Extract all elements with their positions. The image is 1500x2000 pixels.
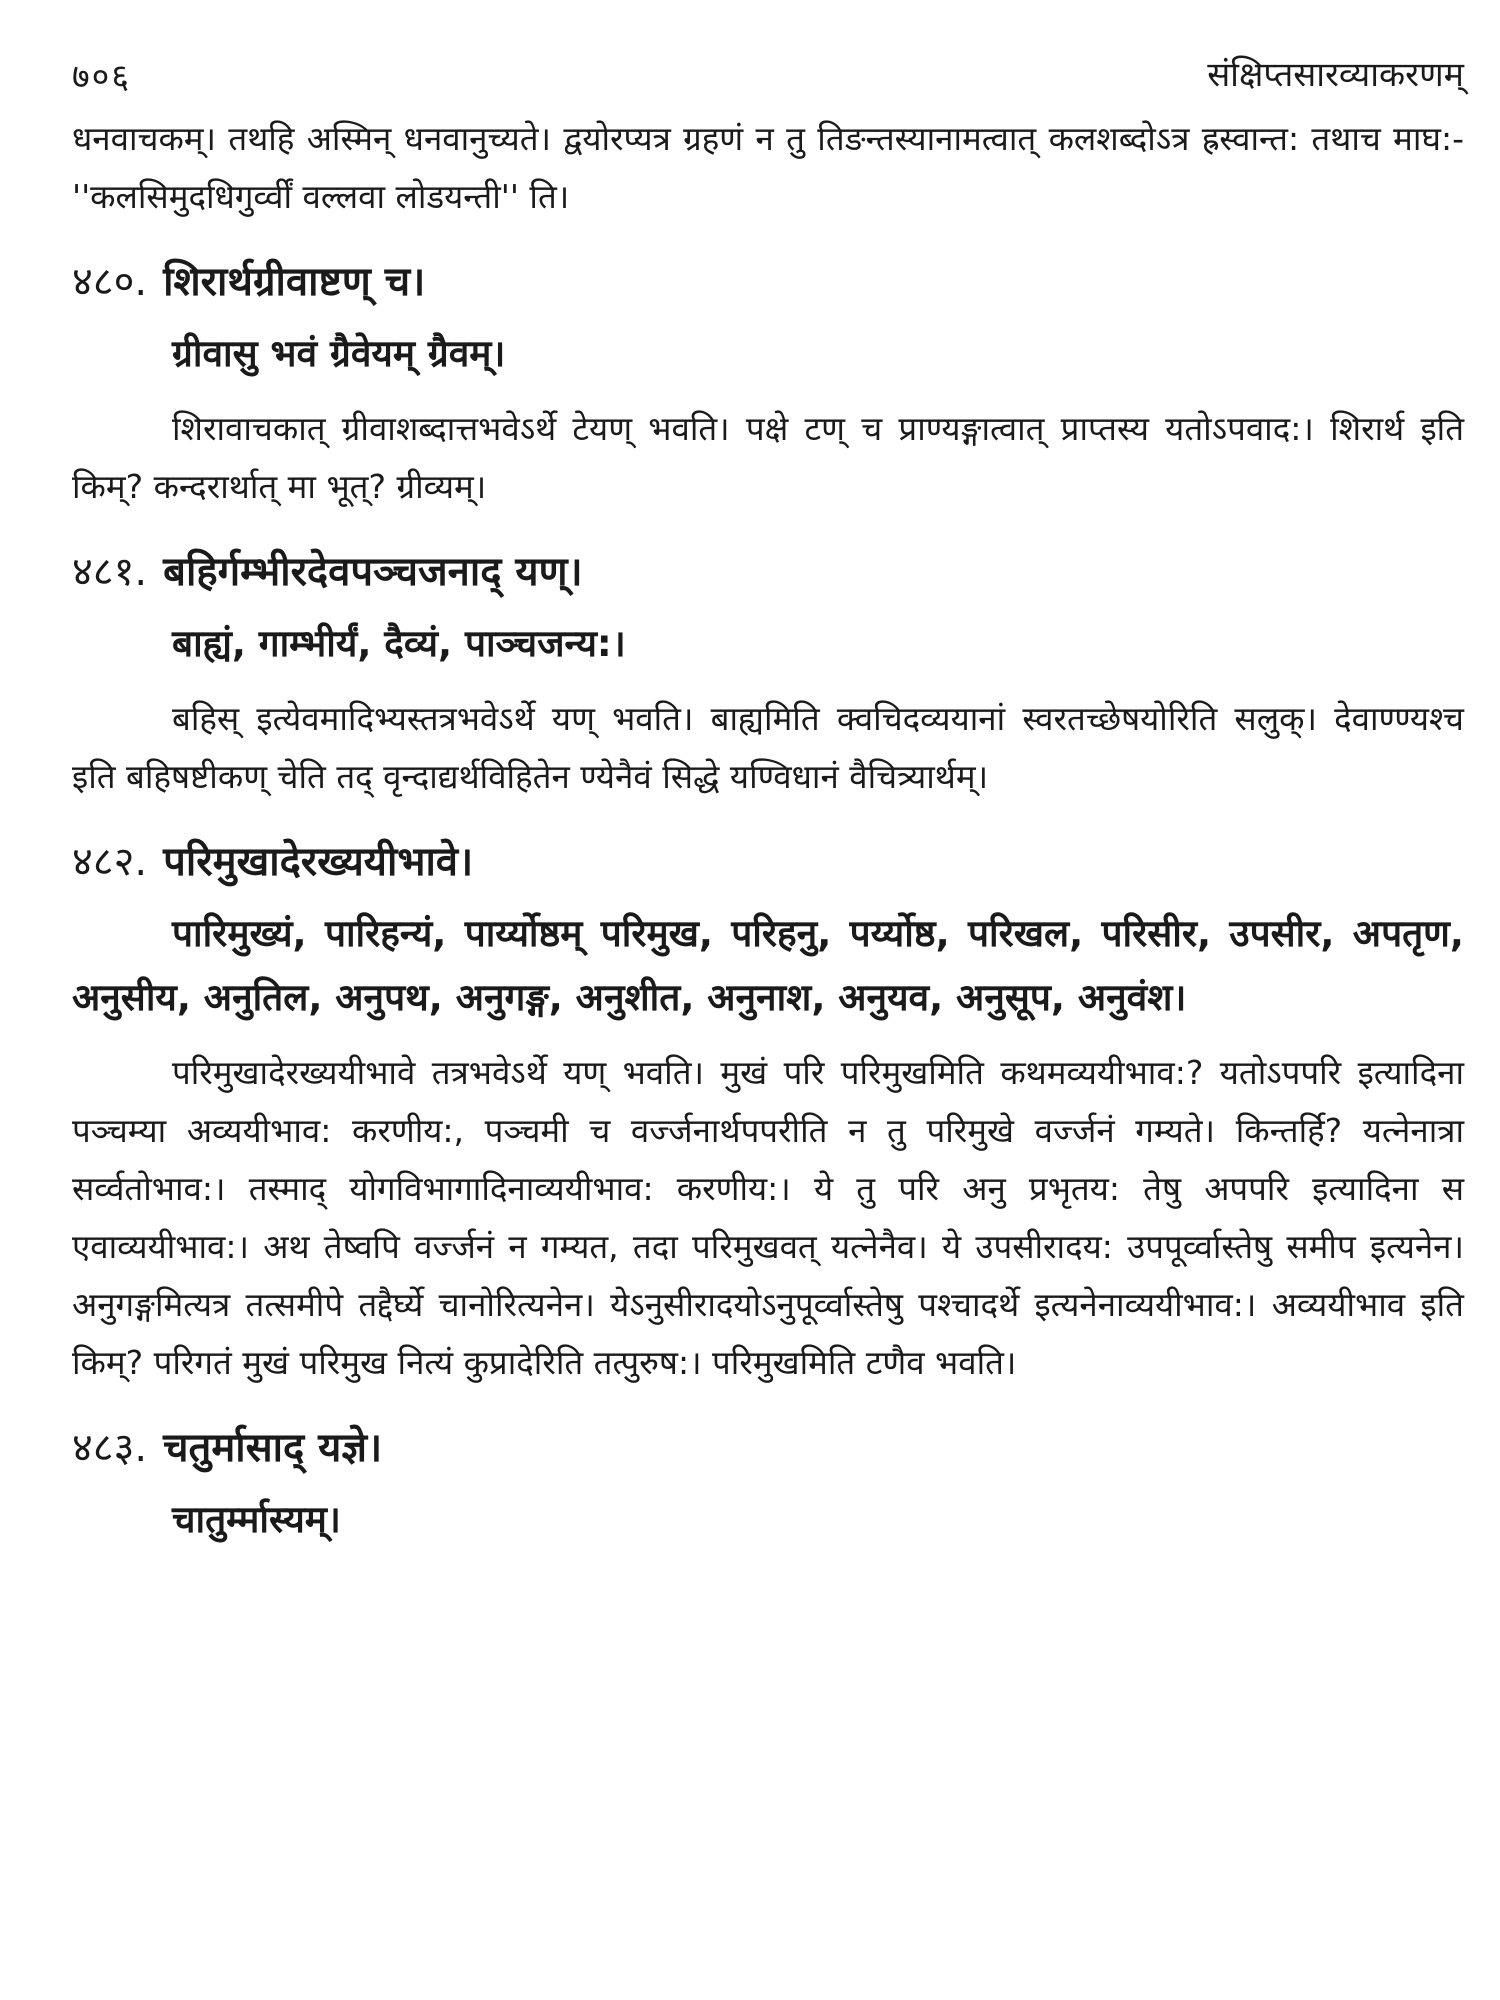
sutra-number: ४८१. bbox=[72, 549, 148, 595]
sutra-text: चतुर्मासाद् यज्ञे। bbox=[163, 1425, 383, 1471]
sutra-number: ४८२. bbox=[72, 839, 148, 885]
sutra-text: शिरार्थग्रीवाष्टण् च। bbox=[163, 259, 426, 305]
commentary-paragraph: शिरावाचकात् ग्रीवाशब्दात्तभवेऽर्थे टेयण् भवति। पक्षे टण् च प्राण्यङ्गात्वात् प्राप्तस्य यतोऽपवाद:। शिरार्थ इति किम्? कन्दरार्थात् मा भूत्? ग्रीव्यम्। bbox=[72, 409, 1464, 506]
example-line: बाह्यं, गाम्भीर्यं, दैव्यं, पाञ्चजन्य:। bbox=[172, 622, 626, 665]
sutra-heading-482 bbox=[72, 832, 1464, 892]
commentary-paragraph: बहिस् इत्येवमादिभ्यस्तत्रभवेऽर्थे यण् भवति। बाह्यमिति क्वचिदव्ययानां स्वरतच्छेषयोरिति सलुक्। देवाण्ण्यश्च इति बहिषष्टीकण् चेति तद् वृन्दाद्यर्थविहितेन ण्येनैवं सिद्धे यण्विधानं वैचित्र्यार्थम्। bbox=[72, 699, 1464, 796]
sutra-number: ४८०. bbox=[72, 259, 148, 305]
sutra-text: बहिर्गम्भीरदेवपञ्चजनाद् यण्। bbox=[163, 549, 583, 595]
intro-paragraph: धनवाचकम्। तथहि अस्मिन् धनवानुच्यते। द्वयोरप्यत्र ग्रहणं न तु तिङन्तस्यानामत्वात् कलशब्दोऽत्र ह्रस्वान्त: तथाच माघ:-''कलसिमुदधिगुर्व्वीं वल्लवा लोडयन्ती'' ति। bbox=[72, 119, 1464, 216]
page-header bbox=[72, 40, 1464, 110]
sutra-heading-481 bbox=[72, 542, 1464, 602]
example-line: ग्रीवासु भवं ग्रैवेयम् ग्रैवम्। bbox=[172, 332, 506, 375]
sutra-text: परिमुखादेरख्ययीभावे। bbox=[163, 839, 474, 885]
example-list: पारिमुख्यं, पारिहन्यं, पार्य्योष्ठम् परिमुख, परिहनु, पर्य्योष्ठ, परिखल, परिसीर, उपसीर, अपतृण, अनुसीय, अनुतिल, अनुपथ, अनुगङ्ग, अनुशीत, अनुनाश, अनुयव, अनुसूप, अनुवंश। bbox=[72, 912, 1464, 1019]
sutra-number: ४८३. bbox=[72, 1425, 148, 1471]
example-line: चातुर्म्मास्यम्। bbox=[172, 1498, 341, 1541]
commentary-paragraph: परिमुखादेरख्ययीभावे तत्रभवेऽर्थे यण् भवति। मुखं परि परिमुखमिति कथमव्ययीभाव:? यतोऽपपरि इत्यादिना पञ्चम्या अव्ययीभाव: करणीय:, पञ्चमी च वर्ज्जनार्थपपरीति न तु परिमुखे वर्ज्जनं गम्यते। किन्तर्हि? यत्नेनात्रा सर्व्वतोभाव:। तस्माद् योगविभागादिनाव्ययीभाव: करणीय:। ये तु परि अनु प्रभृतय: तेषु अपपरि इत्यादिना स एवाव्ययीभाव:। अथ तेष्वपि वर्ज्जनं न गम्यत, तदा परिमुखवत् यत्नेनैव। ये उपसीरादय: उपपूर्व्वास्तेषु समीप इत्यनेन। अनुगङ्गमित्यत्र तत्समीपे तद्दैर्घ्ये चानोरित्यनेन। येऽनुसीरादयोऽनुपूर्व्वास्तेषु पश्चादर्थे इत्यनेनाव्ययीभाव:। अव्ययीभाव इति किम्? परिगतं मुखं परिमुख नित्यं कुप्रादेरिति तत्पुरुष:। परिमुखमिति टणैव भवति। bbox=[72, 1053, 1464, 1382]
running-title: संक्षिप्तसारव्याकरणम् bbox=[1207, 55, 1464, 95]
sutra-heading-480 bbox=[72, 252, 1464, 312]
page-number: ७०६ bbox=[72, 57, 132, 97]
sutra-heading-483 bbox=[72, 1418, 1464, 1478]
